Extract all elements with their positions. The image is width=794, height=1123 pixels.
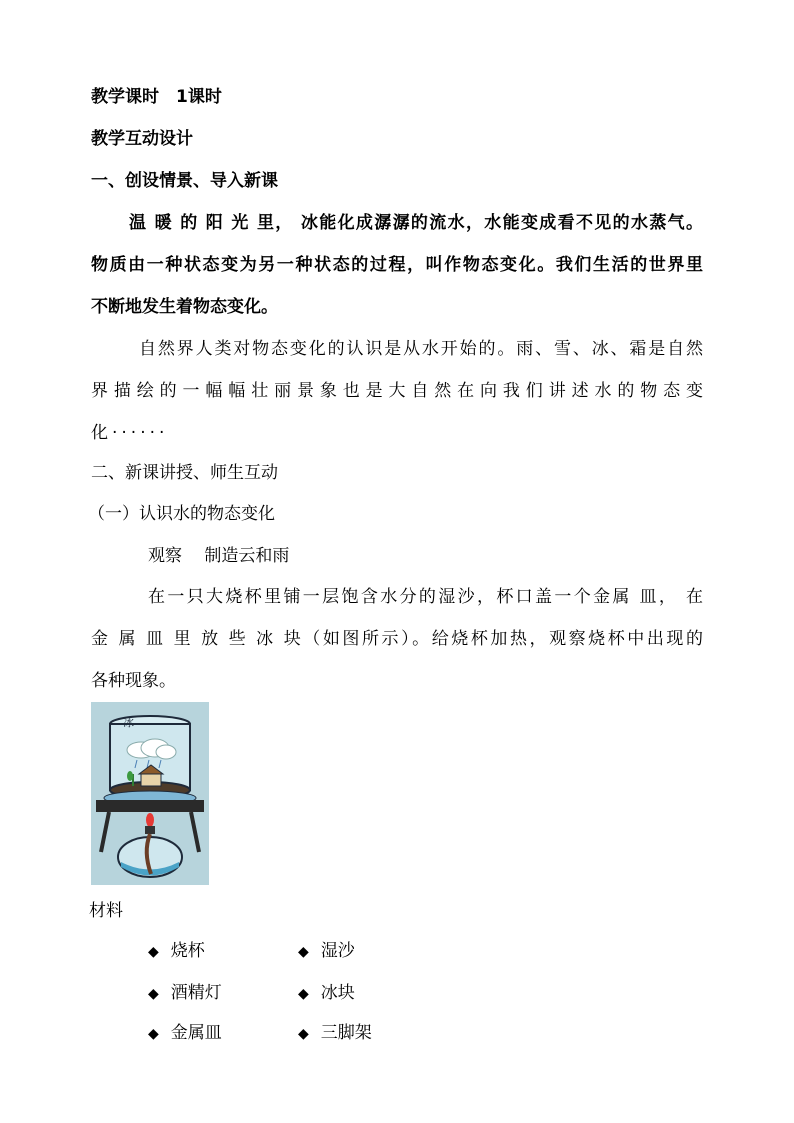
bullet-icon: ◆ — [148, 944, 159, 960]
experiment-line-2: 金 属 皿 里 放 些 冰 块（如图所示）。给烧杯加热，观察烧杯中出现的 — [91, 629, 703, 649]
ice-label: 冰 — [123, 716, 134, 729]
material-item: ◆ 三脚架 — [298, 1023, 372, 1043]
bullet-icon: ◆ — [298, 986, 309, 1002]
lesson-time: 教学课时 1课时 — [91, 87, 222, 107]
subsection-1-heading: （一）认识水的物态变化 — [88, 504, 275, 524]
nature-line-3: 化······ — [91, 423, 169, 443]
section-2-heading: 二、新课讲授、师生互动 — [91, 463, 278, 483]
section-1-heading: 一、创设情景、导入新课 — [91, 171, 278, 191]
nature-line-1: 自然界人类对物态变化的认识是从水开始的。雨、雪、冰、霜是自然 — [139, 339, 703, 359]
materials-title: 材料 — [89, 901, 123, 921]
beaker-diagram — [91, 702, 209, 885]
material-item: ◆ 酒精灯 — [148, 983, 222, 1003]
bullet-icon: ◆ — [148, 986, 159, 1002]
bullet-icon: ◆ — [298, 944, 309, 960]
bullet-icon: ◆ — [148, 1026, 159, 1042]
material-item: ◆ 金属皿 — [148, 1023, 222, 1043]
observe-heading: 观察 制造云和雨 — [148, 546, 290, 566]
material-item: ◆ 烧杯 — [148, 941, 205, 961]
material-item: ◆ 冰块 — [298, 983, 355, 1003]
design-title: 教学互动设计 — [91, 129, 193, 149]
experiment-illustration — [91, 702, 209, 885]
experiment-line-3: 各种现象。 — [91, 671, 176, 691]
intro-line-1: 温 暖 的 阳 光 里， 冰能化成潺潺的流水，水能变成看不见的水蒸气。 — [129, 213, 703, 233]
material-item: ◆ 湿沙 — [298, 941, 355, 961]
bullet-icon: ◆ — [298, 1026, 309, 1042]
nature-line-2: 界描绘的一幅幅壮丽景象也是大自然在向我们讲述水的物态变 — [91, 381, 703, 401]
intro-line-2: 物质由一种状态变为另一种状态的过程，叫作物态变化。我们生活的世界里 — [91, 255, 703, 275]
experiment-line-1: 在一只大烧杯里铺一层饱含水分的湿沙，杯口盖一个金属 皿， 在 — [148, 587, 703, 607]
intro-line-3: 不断地发生着物态变化。 — [91, 297, 278, 317]
